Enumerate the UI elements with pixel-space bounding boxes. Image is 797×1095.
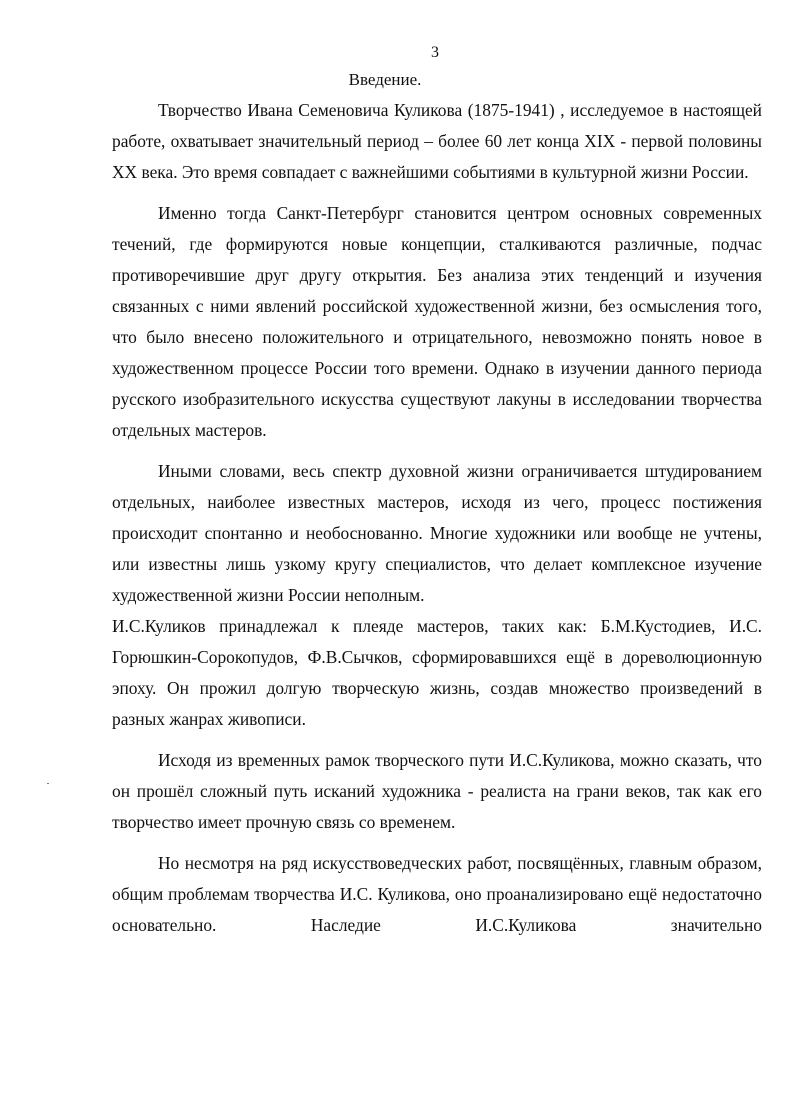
page-number: 3 bbox=[431, 44, 439, 61]
margin-mark bbox=[47, 783, 49, 784]
paragraph-6: Но несмотря на ряд искусствоведческих работ, посвящённых, главным образом, общим проблемам творчества И.С. Куликова, оно проанализировано ещё недостаточно основательно. Наследие И.С.Куликова значительно bbox=[112, 853, 762, 935]
page-title: Введение. bbox=[348, 70, 422, 89]
body-text bbox=[112, 95, 762, 941]
paragraph-2: Именно тогда Санкт-Петербург становится центром основных современных течений, где формируются новые концепции, сталкиваются различные, подчас противоречившие друг другу открытия. Без анализа этих тенденций и изучения связанных с ними явлений российской художественной жизни, без осмысления того, что было внесено положительного и отрицательного, невозможно понять новое в художественном процессе России того времени. Однако в изучении данного периода русского изобразительного искусства существуют лакуны в исследовании творчества отдельных мастеров. bbox=[112, 203, 762, 440]
paragraph-5: Исходя из временных рамок творческого пути И.С.Куликова, можно сказать, что он прошёл сложный путь исканий художника - реалиста на грани веков, так как его творчество имеет прочную связь со временем. bbox=[112, 750, 762, 832]
paragraph-1: Творчество Ивана Семеновича Куликова (1875-1941) , исследуемое в настоящей работе, охватывает значительный период – более 60 лет конца XIX - первой половины XX века. Это время совпадает с важнейшими событиями в культурной жизни России. bbox=[112, 100, 762, 182]
paragraph-3: Иными словами, весь спектр духовной жизни ограничивается штудированием отдельных, наиболее известных мастеров, исходя из чего, процесс постижения происходит спонтанно и необоснованно. Многие художники или вообще не учтены, или известны лишь узкому кругу специалистов, что делает комплексное изучение художественной жизни России неполным. bbox=[112, 461, 762, 605]
paragraph-4: И.С.Куликов принадлежал к плеяде мастеров, таких как: Б.М.Кустодиев, И.С. Горюшкин-Сорокопудов, Ф.В.Сычков, сформировавшихся ещё в дореволюционную эпоху. Он прожил долгую творческую жизнь, создав множество произведений в разных жанрах живописи. bbox=[112, 616, 762, 729]
